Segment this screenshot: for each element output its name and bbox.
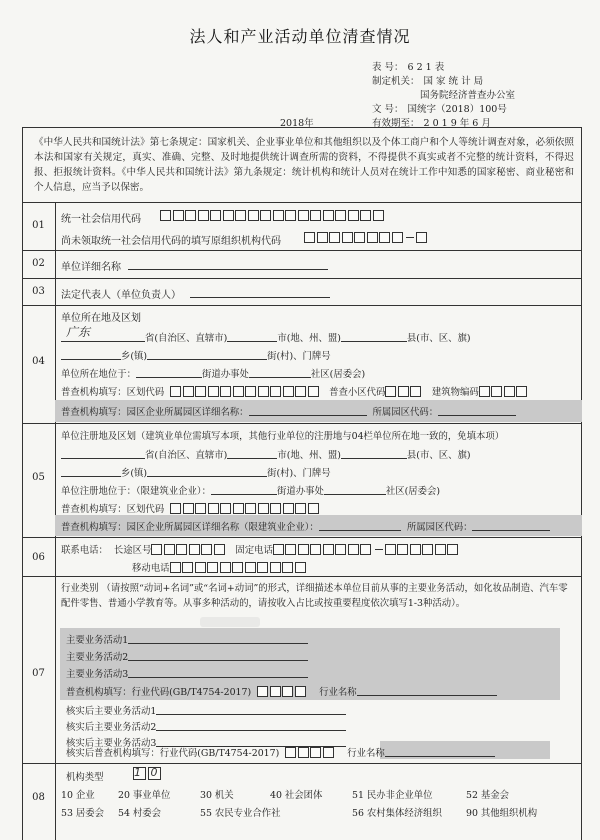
- verified-2-row: 核实后主要业务活动2: [66, 719, 346, 733]
- org-option: 55 农民专业合作社: [200, 808, 281, 819]
- register-label: 单位注册地及区划（建筑业单位需填写本项，其他行业单位的注册地与04栏单位所在地一致的，免填本项）: [61, 431, 505, 442]
- handwritten-org-type: 1 0: [134, 766, 161, 779]
- divider: [22, 305, 582, 306]
- reg-town-row: 乡(镇) 街(村)、门牌号: [61, 465, 331, 479]
- province-row: 省(自治区、直辖市) 市(地、州、盟) 县(市、区、旗): [61, 330, 470, 344]
- divider: [22, 278, 582, 279]
- org-option: 56 农村集体经济组织: [352, 808, 442, 819]
- handwritten-province: 广东: [66, 325, 91, 339]
- org-option: 53 居委会: [61, 808, 105, 819]
- legal-rep-label: 法定代表人（单位负责人）: [61, 290, 181, 301]
- org-option: 10 企业: [61, 790, 95, 801]
- section-number: 07: [32, 668, 45, 679]
- location-label: 单位所在地及区划: [61, 313, 141, 324]
- verified-code-row: 核实后普查机构填写：行业代码(GB/T4754-2017) 行业名称: [66, 745, 495, 759]
- phone-row: 联系电话： 长途区号 固定电话: [61, 542, 460, 556]
- reg-pucha-row: 普查机构填写：区划代码: [61, 501, 320, 515]
- credit-code-boxes[interactable]: [160, 210, 385, 222]
- section-number: 04: [32, 356, 45, 367]
- divider: [22, 537, 582, 538]
- mobile-row: 移动电话: [132, 560, 307, 574]
- org-option: 54 村委会: [118, 808, 162, 819]
- divider: [22, 576, 582, 577]
- legal-rep-field[interactable]: [190, 288, 330, 300]
- located-row: 单位所在地位于： 街道办事处 社区(居委会): [61, 369, 366, 380]
- org-code-label: 尚未领取统一社会信用代码的填写原组织机构代码: [61, 236, 281, 247]
- reg-located-row: 单位注册地位于：（限建筑业企业）： 街道办事处 社区(居委会): [61, 486, 441, 497]
- section-number: 02: [32, 258, 45, 269]
- verified-3-row: 核实后主要业务活动3: [66, 735, 346, 749]
- org-option: 51 民办非企业单位: [352, 790, 433, 801]
- activity-3-row: 主要业务活动3: [66, 666, 308, 680]
- section-number: 03: [32, 286, 45, 297]
- verified-1-row: 核实后主要业务活动1: [66, 703, 346, 717]
- law-text: 《中华人民共和国统计法》第七条规定：国家机关、企业事业单位和其他组织以及个体工商户和个人等统计调查对象，必须依照本法和国家有关规定，真实、准确、完整、及时地提供统计调查所需的资料，不得提供不真实或者不完整的统计资料，不得迟报、拒报统计资料。《中华人民共和国统计法》第九条规定：统计机构和统计人员对在统计工作中知悉的国家秘密、商业秘密和个人信息，应当予以保密。: [34, 137, 574, 193]
- unit-name-label: 单位详细名称: [61, 262, 121, 273]
- form-year: 2018年: [280, 118, 314, 129]
- pucha-code-row: 普查机构填写：区划代码 普查小区代码 建筑物编码: [61, 384, 529, 398]
- org-type-label: 机构类型: [66, 772, 104, 783]
- section-number: 05: [32, 472, 45, 483]
- redacted-text: [200, 617, 260, 627]
- activity-2-row: 主要业务活动2: [66, 649, 308, 663]
- credit-code-label: 统一社会信用代码: [61, 214, 141, 225]
- unit-name-field[interactable]: [128, 260, 328, 272]
- industry-code-row: 普查机构填写：行业代码(GB/T4754-2017) 行业名称: [66, 684, 497, 698]
- org-code-boxes[interactable]: [304, 232, 429, 244]
- section-number: 06: [32, 552, 45, 563]
- park-row: 普查机构填写：园区企业所属园区详细名称： 所属园区代码：: [61, 404, 516, 418]
- section-number: 08: [32, 792, 45, 803]
- divider: [22, 763, 582, 764]
- activity-1-row: 主要业务活动1: [66, 632, 308, 646]
- form-title: 法人和产业活动单位清查情况: [189, 27, 411, 46]
- section-number: 01: [32, 220, 45, 231]
- divider: [22, 423, 582, 424]
- reg-province-row: 省(自治区、直辖市) 市(地、州、盟) 县(市、区、旗): [61, 447, 470, 461]
- org-option: 20 事业单位: [118, 790, 171, 801]
- reg-park-row: 普查机构填写：园区企业所属园区详细名称（限建筑业企业）： 所属园区代码：: [61, 519, 550, 533]
- org-option: 90 其他组织机构: [466, 808, 538, 819]
- org-option: 30 机关: [200, 790, 234, 801]
- org-option: 40 社会团体: [270, 790, 323, 801]
- divider: [22, 202, 582, 203]
- form-meta: 表 号： 6 2 1 表 制定机关： 国 家 统 计 局 国务院经济普查办公室 文 号： 国统字（2018）100号 有效期至： 2 0 1 9 年 6 月: [372, 62, 516, 129]
- town-row: 乡(镇) 街(村)、门牌号: [61, 348, 331, 362]
- industry-instructions: 行业类别 （请按照“动词+名词”或“名词+动词”的形式，详细描述本单位目前从事的主要业务活动，如化妆品制造、汽车零配件零售、普通小学教育等。从事多种活动的，请按收入占比或按重要程度依次填写1-3种活动）。: [61, 583, 568, 609]
- org-option: 52 基金会: [466, 790, 510, 801]
- divider: [22, 250, 582, 251]
